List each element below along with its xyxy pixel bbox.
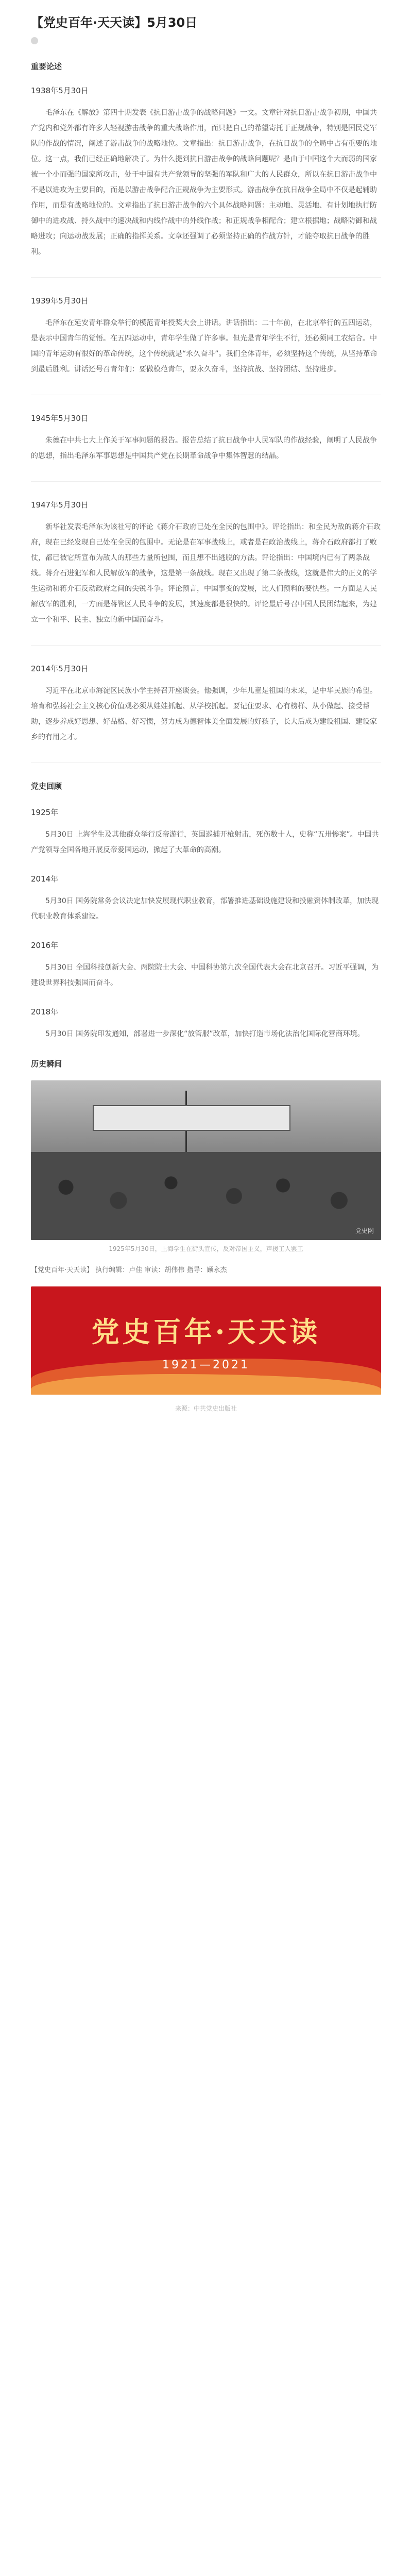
moment-year: 1925年	[31, 807, 59, 817]
moment-text: 5月30日 国务院常务会议决定加快发展现代职业教育，部署推进基础设施建设和投融资体制改革，加快现代职业教育体系建设。	[31, 896, 379, 921]
entry-date: 1938年5月30日	[31, 86, 89, 95]
photo-caption: 1925年5月30日，上海学生在街头宣传，反对帝国主义，声援工人罢工	[109, 1245, 303, 1252]
crowd	[31, 1152, 381, 1240]
section-important: 重要论述	[31, 61, 62, 71]
entry-date: 1947年5月30日	[31, 500, 89, 510]
entry-paragraph: 毛泽东在延安青年群众举行的模范青年授奖大会上讲话。讲话指出：二十年前，在北京举行的五四运动，是表示中国青年的觉悟。在五四运动中，青年学生做了许多事。但光是青年学生不行，还必须同工农结合。中国的青年运动有很好的革命传统，这个传统就是“永久奋斗”。我们全体青年，必须坚持这个传统，从坚持革命到最后胜利。讲话还号召青年们：要做模范青年，要永久奋斗，坚持抗战、坚持团结、坚持进步。	[31, 318, 377, 374]
entry-date: 1945年5月30日	[31, 413, 89, 423]
article-title: 【党史百年·天天读】5月30日	[31, 15, 198, 30]
credits-line: 【党史百年·天天读】 执行编辑：卢佳 审读：胡伟伟 指导：顾永杰	[31, 1266, 227, 1274]
divider	[31, 277, 381, 278]
moment-text: 5月30日 全国科技创新大会、两院院士大会、中国科协第九次全国代表大会在北京召开。习近平强调，为建设世界科技强国而奋斗。	[31, 963, 379, 987]
entry-paragraph: 新华社发表毛泽东为该社写的评论《蒋介石政府已处在全民的包围中》。评论指出：和全民为敌的蒋介石政府，现在已经发现自己处在全民的包围中。无论是在军事战线上，或者是在政治战线上，蒋介石政府都打了败仗，都已被它所宣布为敌人的那些力量所包围，而且想不出逃脱的方法。评论指出：中国境内已有了两条战线。蒋介石进犯军和人民解放军的战争，这是第一条战线。现在又出现了第二条战线，这就是伟大的正义的学生运动和蒋介石反动政府之间的尖锐斗争。评论预言，中国事变的发展，比人们预料的要快些。一方面是人民解放军的胜利，一方面是蒋管区人民斗争的发展，其速度都是很快的。评论最后号召中国人民团结起来，为建立一个和平、民主、独立的新中国而奋斗。	[31, 522, 381, 624]
moment-text: 5月30日 国务院印发通知，部署进一步深化“放管服”改革，加快打造市场化法治化国际化营商环境。	[45, 1029, 365, 1038]
moment-year: 2016年	[31, 940, 59, 950]
entry-date: 2014年5月30日	[31, 664, 89, 673]
protest-banner	[93, 1105, 290, 1131]
moment-year: 2018年	[31, 1007, 59, 1016]
source-line: 来源：中共党史出版社	[175, 1404, 237, 1412]
entry-date: 1939年5月30日	[31, 296, 89, 306]
divider	[31, 762, 381, 763]
entry-paragraph: 毛泽东在《解放》第四十期发表《抗日游击战争的战略问题》一文。文章针对抗日游击战争初期，中国共产党内和党外都有许多人轻视游击战争的重大战略作用，而只把自己的希望寄托于正规战争，特别是国民党军队的作战的情况，阐述了游击战争的战略地位。文章指出：抗日游击战争，在抗日战争的全局中占有重要的地位。这一点，我们已经正确地解决了。为什么提到抗日游击战争的战略问题呢？是由于中国这个大而弱的国家被一个小而强的国家所攻击，处于中国有共产党领导的坚强的军队和广大的人民群众，所以在抗日游击战争中不是以进攻为主要目的，而是以游击战争配合正规战争为主要形式。游击战争在抗日战争全局中不仅是起辅助作用，而是有战略地位的。文章指出了抗日游击战争的六个具体战略问题：主动地、灵活地、有计划地执行防御中的进攻战、持久战中的速决战和内线作战中的外线作战；和正规战争相配合；建立根据地；战略防御和战略进攻；向运动战发展；正确的指挥关系。文章还强调了必须坚持正确的作战方针，才能夺取抗日战争的胜利。	[31, 108, 377, 256]
photo-watermark: 党史网	[355, 1227, 374, 1234]
article-meta	[31, 37, 381, 44]
entry-paragraph: 习近平在北京市海淀区民族小学主持召开座谈会。他强调，少年儿童是祖国的未来，是中华民族的希望。培育和弘扬社会主义核心价值观必须从娃娃抓起、从学校抓起。要记住要求、心有榜样、从小做起、接受帮助，逐步养成好思想、好品格、好习惯，努力成为德智体美全面发展的好孩子，长大后成为建设祖国、建设家乡的有用之才。	[31, 686, 377, 741]
moment-text: 5月30日 上海学生及其他群众举行反帝游行，英国巡捕开枪射击，死伤数十人，史称“五卅惨案”。中国共产党领导全国各地开展反帝爱国运动，掀起了大革命的高潮。	[31, 830, 379, 854]
moment-year: 2014年	[31, 874, 59, 884]
section-history-photo: 历史瞬间	[31, 1059, 62, 1069]
poster-years: 1921—2021	[162, 1358, 250, 1371]
author-avatar-icon	[31, 37, 38, 44]
history-photo-block	[31, 1080, 381, 1253]
series-poster	[31, 1286, 381, 1395]
divider	[31, 645, 381, 646]
divider	[31, 481, 381, 482]
history-photo[interactable]	[31, 1080, 381, 1240]
section-moments: 党史回顾	[31, 781, 62, 791]
poster-title: 党史百年·天天读	[91, 1315, 321, 1348]
entry-paragraph: 朱德在中共七大上作关于军事问题的报告。报告总结了抗日战争中人民军队的作战经验，阐明了人民战争的思想，指出毛泽东军事思想是中国共产党在长期革命战争中集体智慧的结晶。	[31, 436, 377, 460]
